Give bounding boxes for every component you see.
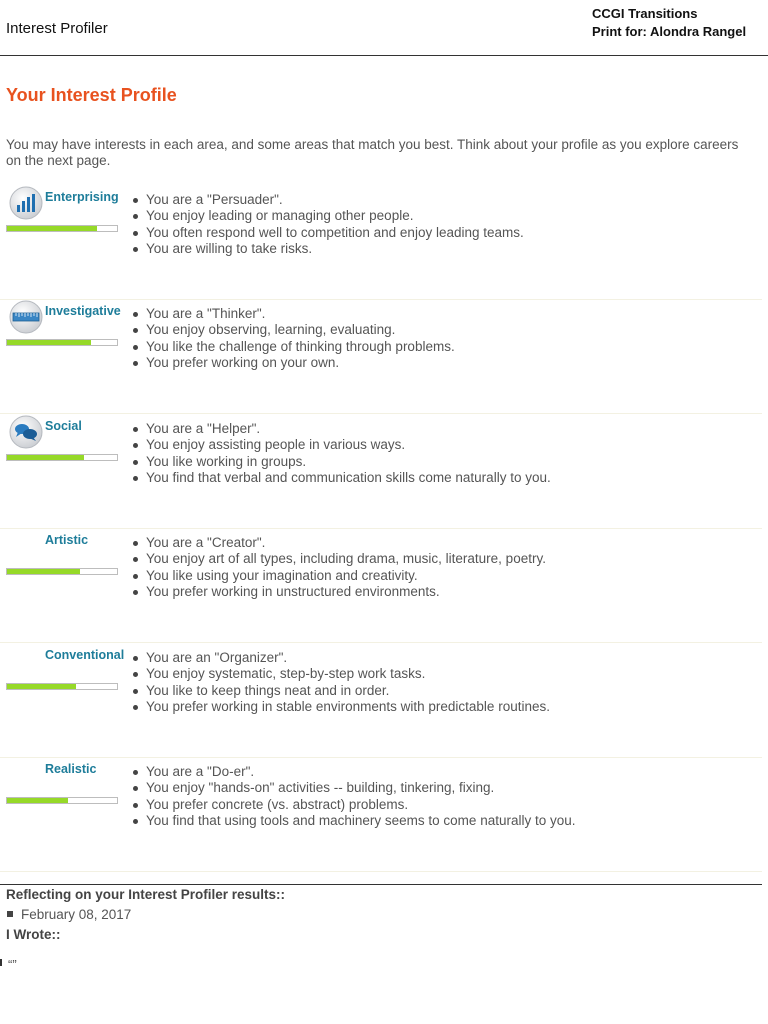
list-item: You like to keep things neat and in order. <box>127 683 550 699</box>
area-name: Artistic <box>45 533 89 547</box>
list-item: You find that using tools and machinery seems to come naturally to you. <box>127 813 576 829</box>
trait-list <box>127 535 546 600</box>
area-conventional <box>0 643 762 758</box>
intro-text: You may have interests in each area, and some areas that match you best. Think about your profile as you explore careers on the next page. <box>6 137 739 168</box>
square-bullet-icon <box>7 911 13 917</box>
score-bar <box>6 797 118 804</box>
list-item: You enjoy leading or managing other people. <box>127 208 524 224</box>
area-name: Conventional <box>45 648 125 662</box>
print-for: Print for: Alondra Rangel <box>592 24 747 39</box>
page-title: Your Interest Profile <box>6 85 177 105</box>
list-item: You like using your imagination and creativity. <box>127 568 546 584</box>
date-text: February 08, 2017 <box>21 907 132 922</box>
area-name: Social <box>45 419 82 433</box>
list-item: You find that verbal and communication skills come naturally to you. <box>127 470 551 486</box>
trait-list <box>127 306 455 371</box>
list-item: You are willing to take risks. <box>127 241 524 257</box>
reflection-date <box>7 907 131 922</box>
score-bar <box>6 225 118 232</box>
trait-list <box>127 421 551 486</box>
reflection-response: “” <box>8 957 17 972</box>
list-item: You are a "Persuader". <box>127 192 524 208</box>
list-item: You are a "Do-er". <box>127 764 576 780</box>
list-item: You are a "Thinker". <box>127 306 455 322</box>
speech-bubbles-icon <box>8 414 44 450</box>
score-bar-fill <box>7 455 84 460</box>
score-bar-fill <box>7 684 76 689</box>
area-realistic <box>0 757 762 872</box>
reflection-title: Reflecting on your Interest Profiler results:: <box>6 887 286 902</box>
score-bar <box>6 454 118 461</box>
list-item: You like the challenge of thinking through problems. <box>127 339 455 355</box>
list-item: You are a "Helper". <box>127 421 551 437</box>
trait-list <box>127 192 524 257</box>
list-item: You are a "Creator". <box>127 535 546 551</box>
trait-list <box>127 650 550 715</box>
score-bar <box>6 683 118 690</box>
org-name: CCGI Transitions <box>592 6 698 21</box>
list-item: You are an "Organizer". <box>127 650 550 666</box>
list-item: You often respond well to competition and enjoy leading teams. <box>127 225 524 241</box>
score-bar-fill <box>7 226 97 231</box>
edge-marker <box>0 959 2 966</box>
score-bar-fill <box>7 340 91 345</box>
list-item: You enjoy assisting people in various ways. <box>127 437 551 453</box>
area-name: Realistic <box>45 762 97 776</box>
score-bar <box>6 339 118 346</box>
trait-list <box>127 764 576 829</box>
area-artistic <box>0 528 762 643</box>
list-item: You enjoy art of all types, including drama, music, literature, poetry. <box>127 551 546 567</box>
area-investigative <box>0 299 762 414</box>
reflection-section <box>0 884 762 972</box>
score-bar <box>6 568 118 575</box>
print-info <box>592 5 746 41</box>
list-item: You prefer working in stable environments with predictable routines. <box>127 699 550 715</box>
list-item: You like working in groups. <box>127 454 551 470</box>
list-item: You enjoy "hands-on" activities -- building, tinkering, fixing. <box>127 780 576 796</box>
score-bar-fill <box>7 798 68 803</box>
ruler-icon <box>8 299 44 335</box>
list-item: You prefer concrete (vs. abstract) problems. <box>127 797 576 813</box>
list-item: You enjoy observing, learning, evaluating. <box>127 322 455 338</box>
page-header <box>0 0 768 56</box>
bar-chart-icon <box>8 185 44 221</box>
score-bar-fill <box>7 569 80 574</box>
app-title: Interest Profiler <box>6 20 108 37</box>
list-item: You prefer working on your own. <box>127 355 455 371</box>
wrote-label: I Wrote:: <box>6 927 61 942</box>
area-name: Investigative <box>45 304 121 318</box>
area-enterprising <box>0 185 762 300</box>
area-social <box>0 414 762 529</box>
list-item: You enjoy systematic, step-by-step work tasks. <box>127 666 550 682</box>
area-name: Enterprising <box>45 190 119 204</box>
list-item: You prefer working in unstructured environments. <box>127 584 546 600</box>
